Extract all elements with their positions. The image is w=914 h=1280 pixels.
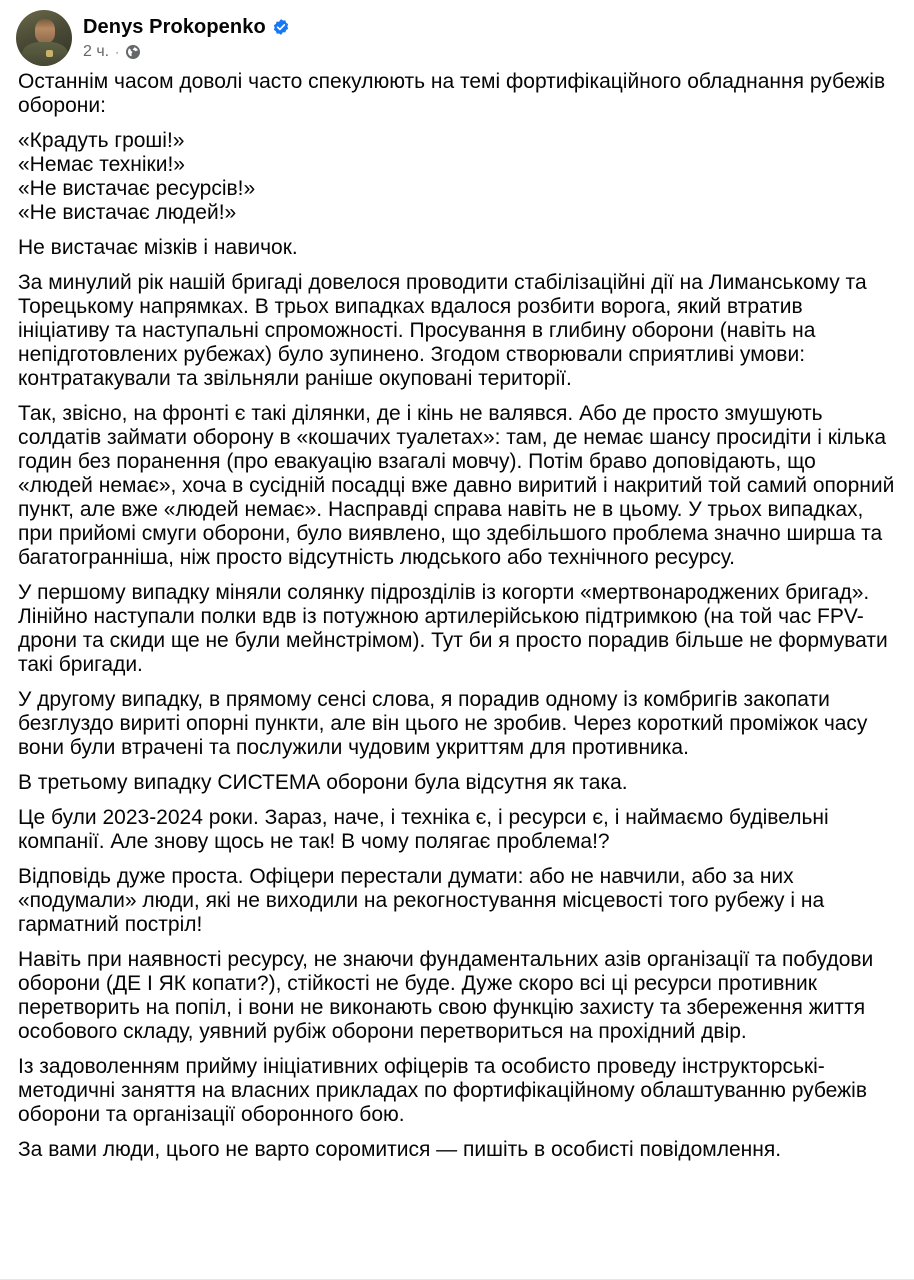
author-row (83, 15, 290, 39)
post-paragraph: Відповідь дуже проста. Офіцери перестали думати: або не навчили, або за них «подумали» люди, які не виходили на рекогностування місцевості того рубежу і на гарматний постріл! (18, 865, 825, 936)
post-paragraph: За вами люди, цього не варто соромитися — пишіть в особисті повідомлення. (18, 1138, 782, 1161)
post-paragraph: У другому випадку, в прямому сенсі слова, я порадив одному із комбригів закопати безглуздо вириті опорні пункти, але він цього не зробив. Через короткий проміжок часу вони були втрачені та послужили чудовим укриттям для противника. (18, 688, 868, 759)
post-timestamp[interactable]: 2 ч. (83, 43, 110, 60)
post-paragraph: Не вистачає мізків і навичок. (18, 236, 298, 259)
avatar[interactable] (16, 10, 72, 66)
post-paragraph: Останнім часом доволі часто спекулюють на темі фортифікаційного обладнання рубежів оборони: (18, 70, 886, 117)
post-paragraph: Це були 2023-2024 роки. Зараз, наче, і техніка є, і ресурси є, і наймаємо будівельні компанії. Але знову щось не так! В чому полягає проблема!? (18, 806, 829, 853)
post-meta (83, 15, 290, 61)
post-paragraph: За минулий рік нашій бригаді довелося проводити стабілізаційні дії на Лиманському та Торецькому напрямках. В трьох випадках вдалося розбити ворога, який втратив ініціативу та наступальні спроможності. Просування в глибину оборони (навіть на непідготовлених рубежах) було зупинено. Згодом створювали сприятливі умови: контратакували та звільняли раніше окуповані території. (18, 271, 867, 390)
post-body (18, 70, 896, 1173)
post-paragraph: «Крадуть гроші!» «Немає техніки!» «Не вистачає ресурсів!» «Не вистачає людей!» (18, 129, 256, 224)
post-header (16, 10, 290, 66)
verified-badge-icon (272, 18, 290, 36)
post-time-row (83, 43, 290, 61)
meta-separator: · (115, 45, 120, 59)
post-paragraph: В третьому випадку СИСТЕМА оборони була відсутня як така. (18, 771, 628, 794)
author-name[interactable]: Denys Prokopenko (83, 15, 266, 38)
post-paragraph: Навіть при наявності ресурсу, не знаючи фундаментальних азів організації та побудови оборони (ДЕ І ЯК копати?), стійкості не буде. Дуже скоро всі ці ресурси противник перетворить на попіл, і вони не виконають свою функцію захисту та збереження життя особового складу, уявний рубіж оборони перетвориться на прохідний двір. (18, 948, 874, 1043)
post-paragraph: Так, звісно, на фронті є такі ділянки, де і кінь не валявся. Або де просто змушують солдатів займати оборону в «кошачих туалетах»: там, де немає шансу просидіти і кілька годин без поранення (про евакуацію взагалі мовчу). Потім браво доповідають, що «людей немає», хоча в сусідній посадці вже давно виритий і накритий той самий опорний пункт, але вже «людей немає». Насправді справа навіть не в цьому. У трьох випадках, при прийомі смуги оборони, було виявлено, що здебільшого проблема значно ширша та багатогранніша, ніж просто відсутність людського або технічного ресурсу. (18, 402, 895, 569)
post-paragraph: Із задоволенням прийму ініціативних офіцерів та особисто проведу інструкторські-методичні заняття на власних прикладах по фортифікаційному облаштуванню рубежів оборони та організації оборонного бою. (18, 1055, 867, 1126)
globe-icon[interactable] (125, 44, 141, 60)
post-paragraph: У першому випадку міняли солянку підрозділів із когорти «мертвонароджених бригад». Лінійно наступали полки вдв із потужною артилерійською підтримкою (на той час FPV-дрони та скиди ще не були мейнстрімом). Тут би я просто порадив більше не формувати такі бригади. (18, 581, 888, 676)
